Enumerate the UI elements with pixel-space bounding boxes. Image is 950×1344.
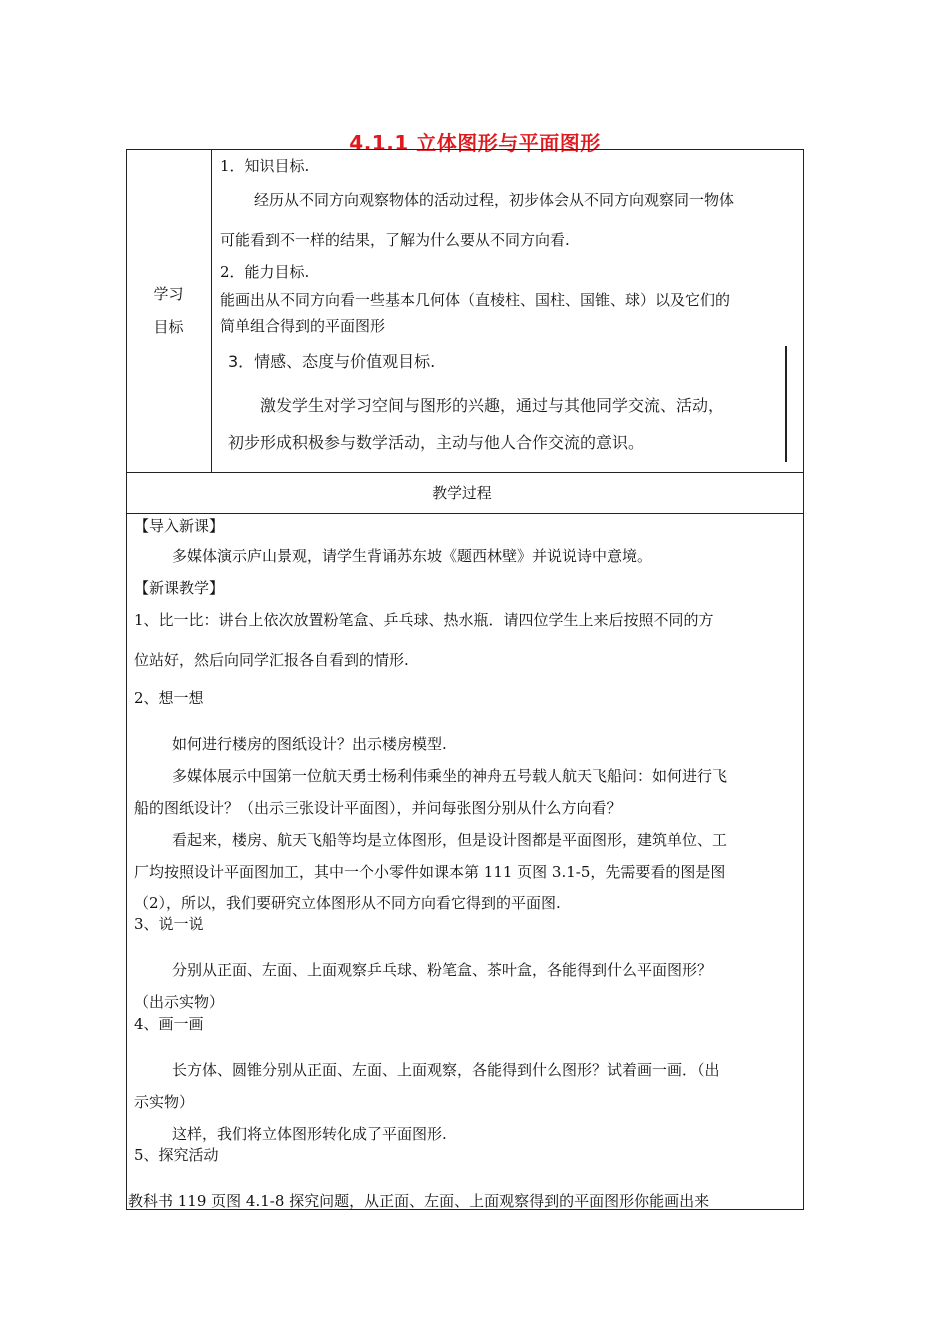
- objectives-label-line2: 目标: [153, 318, 184, 336]
- section-4-text: 这样，我们将立体图形转化成了平面图形.: [172, 1125, 447, 1143]
- section-4-heading: 4、画一画: [134, 1015, 204, 1033]
- pasted-image-border: [785, 346, 787, 462]
- ability-heading: 2．能力目标.: [220, 263, 310, 281]
- section-2-text: 船的图纸设计？（出示三张设计平面图），并问每张图分别从什么方向看？: [134, 799, 622, 817]
- section-2-text: 看起来，楼房、航天飞船等均是立体图形，但是设计图都是平面图形，建筑单位、工: [172, 831, 728, 849]
- section-4-text: 示实物）: [134, 1093, 195, 1111]
- section-5-heading: 5、探究活动: [134, 1146, 219, 1164]
- knowledge-text: 经历从不同方向观察物体的活动过程，初步体会从不同方向观察同一物体: [254, 191, 735, 209]
- section-2-text: （2），所以，我们要研究立体图形从不同方向看它得到的平面图.: [134, 894, 561, 912]
- new-lesson-heading: 【新课教学】: [134, 579, 225, 597]
- intro-heading: 【导入新课】: [134, 517, 225, 535]
- column-divider: [211, 149, 212, 473]
- emotion-text: 激发学生对学习空间与图形的兴趣，通过与其他同学交流、活动，: [260, 396, 725, 415]
- emotion-text: 初步形成积极参与数学活动，主动与他人合作交流的意识。: [228, 433, 645, 452]
- process-heading: 教学过程: [432, 484, 492, 502]
- ability-text: 简单组合得到的平面图形: [220, 317, 386, 335]
- section-1-text: 位站好，然后向同学汇报各自看到的情形.: [134, 651, 409, 669]
- section-1-text: 1、比一比：讲台上依次放置粉笔盒、乒乓球、热水瓶．请四位学生上来后按照不同的方: [134, 611, 714, 629]
- section-2-text: 多媒体展示中国第一位航天勇士杨利伟乘坐的神舟五号载人航天飞船问：如何进行飞: [172, 767, 728, 785]
- section-3-text: 分别从正面、左面、上面观察乒乓球、粉笔盒、茶叶盒，各能得到什么平面图形？: [172, 961, 713, 979]
- emotion-heading: 3．情感、态度与价值观目标.: [228, 352, 436, 371]
- section-2-text: 厂均按照设计平面图加工，其中一个小零件如课本第 111 页图 3.1-5，先需要看的图是图: [134, 863, 726, 881]
- section-2-heading: 2、想一想: [134, 689, 204, 707]
- ability-text: 能画出从不同方向看一些基本几何体（直棱柱、国柱、国锥、球）以及它们的: [220, 291, 731, 309]
- section-5-text: 教科书 119 页图 4.1-8 探究问题，从正面、左面、上面观察得到的平面图形你能画出来: [128, 1192, 710, 1210]
- page-title: 4.1.1 立体图形与平面图形: [349, 131, 601, 155]
- knowledge-heading: 1．知识目标.: [220, 157, 310, 175]
- row-divider: [126, 472, 804, 473]
- intro-text: 多媒体演示庐山景观，请学生背诵苏东坡《题西林壁》并说说诗中意境。: [172, 547, 653, 565]
- row-divider: [126, 513, 804, 514]
- section-2-text: 如何进行楼房的图纸设计？出示楼房模型.: [172, 735, 447, 753]
- section-3-text: （出示实物）: [134, 993, 225, 1011]
- section-4-text: 长方体、圆锥分别从正面、左面、上面观察，各能得到什么图形？试着画一画．（出: [172, 1061, 720, 1079]
- objectives-label-line1: 学习: [153, 285, 184, 303]
- section-3-heading: 3、说一说: [134, 915, 204, 933]
- knowledge-text: 可能看到不一样的结果，了解为什么要从不同方向看.: [220, 231, 570, 249]
